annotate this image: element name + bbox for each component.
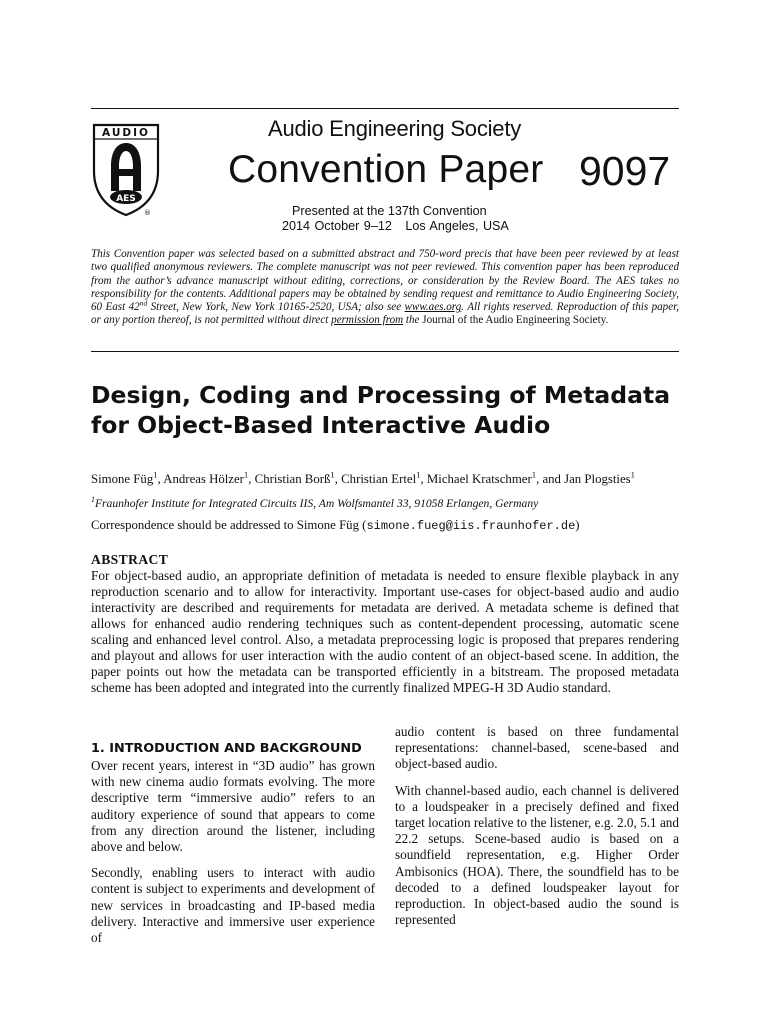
title-line-1: Design, Coding and Processing of Metadata (91, 381, 671, 409)
author-list (91, 469, 635, 487)
aes-website-link[interactable]: www.aes.org (404, 301, 462, 314)
paper-title (91, 380, 691, 440)
paragraph: audio content is based on three fundamental representations: channel-based, scene-based and object-based audio. (395, 724, 679, 772)
title-line-2: for Object-Based Interactive Audio (91, 411, 551, 439)
left-column (91, 741, 375, 956)
society-name: Audio Engineering Society (268, 116, 522, 141)
abstract-heading: ABSTRACT (91, 552, 169, 567)
affiliation (91, 497, 538, 510)
convention-dates-place: 2014 October 9–12 Los Angeles, USA (282, 219, 509, 233)
disclaimer-text: This Convention paper was selected based on a submitted abstract and 750-word precis that have been peer reviewed by at least two qualified anonymous reviewers. The complete manuscript was not peer reviewed. This convention paper has been reproduced from the author’s advance manuscript without editing, corrections, or consideration by the Review Board. The AES takes no responsibility for the contents. Additional papers may be obtained by sending request and remittance to Audio Engineering Society, 60 East 42 (91, 248, 679, 314)
author: Christian Borß$^1$, (254, 469, 342, 486)
correspondence-text: Correspondence should be addressed to Simone Füg ( (91, 518, 367, 532)
logo-bottom-text: AES (116, 194, 136, 204)
presented-at: Presented at the 137th Convention (292, 204, 487, 218)
section-heading: 1. INTRODUCTION AND BACKGROUND (91, 741, 362, 756)
permission-link[interactable]: permission from (331, 314, 404, 327)
abstract-body: For object-based audio, an appropriate definition of metadata is needed to ensure flexible playback in any reproduction scenario and to allow for interactivity. Important use-cases for object-based audio and audio interactivity are described and requirements for metadata are derived. A metadata scheme is defined that allows for enhanced audio rendering techniques such as content-dependent processing, automatic scene scaling and enhanced level control. Also, a metadata preprocessing logic is proposed that prepares rendering and playout and allows for user interaction with the audio content of an object-based scene. In addition, the paper points out how the metadata can be transported efficiently in a bitstream. The proposed metadata scheme has been adopted and integrated into the currently finalized MPEG-H 3D Audio standard. (91, 568, 679, 695)
affiliation-number: 1 (91, 495, 95, 505)
disclaimer-text-3: . All rights reserved. Reproduction of this paper, or any portion thereof, is not permitted without direct (91, 301, 679, 327)
journal-name: Journal of the Audio Engineering Society. (422, 314, 609, 327)
disclaimer-text-4: the (403, 314, 423, 327)
right-column (395, 724, 679, 938)
paper-number: 9097 (579, 148, 671, 194)
header-bottom-rule (91, 351, 679, 352)
logo-registered-mark: ® (144, 209, 151, 217)
logo-top-text: AUDIO (102, 127, 150, 139)
author: Jan Plogsties$^1$ (564, 469, 635, 486)
paragraph: Secondly, enabling users to interact with audio content is subject to experiments and development of new services in broadcasting and IP-based media delivery. Interactive and immersive user experience of (91, 865, 375, 946)
author: Simone Füg$^1$, (91, 469, 164, 486)
correspondence-suffix: ) (575, 518, 580, 532)
disclaimer-text-2: Street, New York, New York 10165-2520, USA; also see (147, 301, 405, 314)
aes-logo-icon (86, 121, 168, 221)
correspondence (91, 518, 580, 533)
paper-type: Convention Paper (228, 148, 544, 191)
author: Andreas Hölzer$^1$, (163, 469, 255, 486)
paragraph: With channel-based audio, each channel is delivered to a loudspeaker in a precisely defined and fixed target location relative to the listener, e.g. 2.0, 5.1 and 22.2 setups. Scene-based audio is based on a soundfield representation, e.g. Higher Order Ambisonics (HOA). There, the soundfield has to be decoded to a defined loudspeaker layout for reproduction. In object-based audio the sound is represented (395, 782, 679, 928)
correspondence-email[interactable]: simone.fueg@iis.fraunhofer.de (366, 519, 576, 533)
paragraph: Over recent years, interest in “3D audio” has grown with new cinema audio formats evolving. The more descriptive term “immersive audio” refers to an auditory experience of sound that appears to come from any direction around the listener, including above and below. (91, 758, 375, 855)
affiliation-text: Fraunhofer Institute for Integrated Circuits IIS, Am Wolfsmantel 33, 91058 Erlangen, Germany (94, 497, 539, 510)
disclaimer (91, 248, 679, 328)
disclaimer-superscript: nd (139, 298, 148, 308)
author: Michael Kratschmer$^1$, and (426, 469, 565, 486)
author: Christian Ertel$^1$, (341, 469, 427, 486)
header-top-rule (91, 108, 679, 109)
